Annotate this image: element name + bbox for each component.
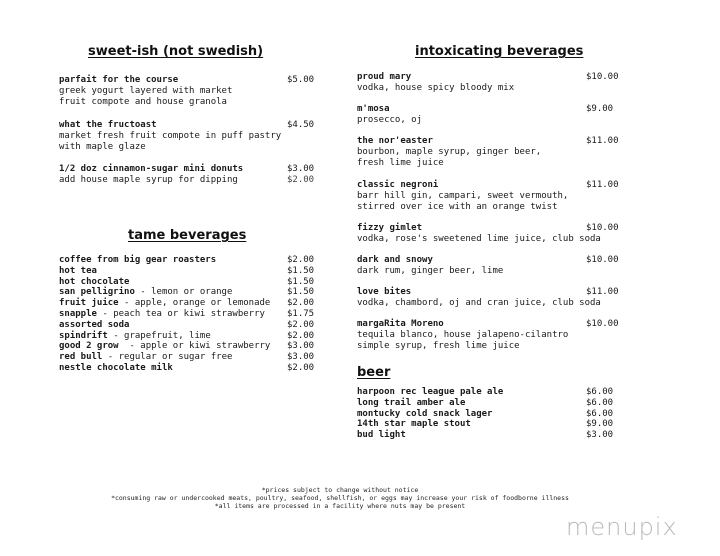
list-item xyxy=(59,287,315,298)
item-name: fruit juice xyxy=(59,298,119,309)
footer-note-prices: *prices subject to change without notice xyxy=(261,486,419,494)
item-desc: greek yogurt layered with market xyxy=(59,86,233,96)
item-price: $3.00 xyxy=(287,352,315,363)
item-name: montucky cold snack lager xyxy=(357,408,493,419)
item-price: $3.00 xyxy=(287,164,315,174)
list-item xyxy=(59,255,315,266)
item-name: assorted soda xyxy=(59,319,130,330)
item-name: love bites xyxy=(357,287,412,297)
footer-note-nuts: *all items are processed in a facility where nuts may be present xyxy=(214,502,466,510)
item-name: what the fructoast xyxy=(59,120,157,130)
item-desc: - peach tea or kiwi strawberry xyxy=(96,308,265,319)
item-desc: fruit compote and house granola xyxy=(59,97,227,107)
item-price: $3.00 xyxy=(586,430,614,441)
item-name: m'mosa xyxy=(357,104,390,114)
menu-item xyxy=(59,75,315,108)
item-name: 1/2 doz cinnamon-sugar mini donuts xyxy=(59,164,244,174)
item-name: san pelligrino xyxy=(59,287,135,298)
item-desc: vodka, chambord, oj and cran juice, club soda xyxy=(357,298,601,308)
item-price: $9.00 xyxy=(586,419,614,430)
list-item xyxy=(59,363,315,374)
menu-item xyxy=(357,255,623,277)
item-desc: fresh lime juice xyxy=(357,158,444,168)
item-price: $10.00 xyxy=(586,319,619,329)
item-price: $11.00 xyxy=(586,287,619,297)
item-desc: barr hill gin, campari, sweet vermouth, xyxy=(357,191,569,201)
item-price: $10.00 xyxy=(586,255,619,265)
item-desc: - apple, orange or lemonade xyxy=(118,298,271,309)
list-item xyxy=(59,266,315,277)
item-name: parfait for the course xyxy=(59,75,179,85)
menu-item xyxy=(357,319,623,352)
list-item xyxy=(357,419,623,430)
menupix-watermark: menupix xyxy=(566,513,678,541)
item-name: hot chocolate xyxy=(59,276,130,287)
item-price: $1.50 xyxy=(287,287,315,298)
item-price: $6.00 xyxy=(586,397,614,408)
menu-item xyxy=(357,223,623,245)
item-name: fizzy gimlet xyxy=(357,223,423,233)
menu-item xyxy=(59,120,315,153)
list-item xyxy=(357,387,623,398)
tame-heading: tame beverages xyxy=(128,228,247,243)
list-item xyxy=(357,398,623,409)
list-item xyxy=(59,341,315,352)
item-price: $9.00 xyxy=(586,104,614,114)
item-desc: vodka, rose's sweetened lime juice, club soda xyxy=(357,234,601,244)
item-desc: bourbon, maple syrup, ginger beer, xyxy=(357,147,542,157)
list-item xyxy=(59,309,315,320)
list-item xyxy=(59,277,315,288)
menu-item xyxy=(357,72,623,94)
item-desc: prosecco, oj xyxy=(357,115,423,125)
item-name: 14th star maple stout xyxy=(357,419,471,430)
item-name: good 2 grow xyxy=(59,341,119,352)
item-price: $6.00 xyxy=(586,408,614,419)
item-price: $1.50 xyxy=(287,265,315,276)
item-desc: simple syrup, fresh lime juice xyxy=(357,341,520,351)
item-name: dark and snowy xyxy=(357,255,433,265)
item-price: $1.75 xyxy=(287,308,315,319)
item-name: margaRita Moreno xyxy=(357,319,444,329)
list-item xyxy=(59,320,315,331)
menu-item xyxy=(357,180,623,213)
item-desc: - lemon or orange xyxy=(134,287,233,298)
item-desc: market fresh fruit compote in puff pastry xyxy=(59,131,282,141)
item-name: coffee from big gear roasters xyxy=(59,255,217,265)
item-name: long trail amber ale xyxy=(357,397,466,408)
item-name: harpoon rec league pale ale xyxy=(357,387,504,397)
item-price: $2.00 xyxy=(287,298,315,309)
menu-item xyxy=(357,104,623,126)
footer-note-consumption: *consuming raw or undercooked meats, poultry, seafood, shellfish, or eggs may increase your risk of foodborne illness xyxy=(111,494,569,502)
intox-heading: intoxicating beverages xyxy=(415,44,584,59)
item-desc: - grapefruit, lime xyxy=(107,330,211,341)
item-name: nestle chocolate milk xyxy=(59,362,173,373)
item-price: $4.50 xyxy=(287,120,315,130)
item-name: classic negroni xyxy=(357,180,439,190)
item-desc: - apple or kiwi strawberry xyxy=(118,341,271,352)
item-name: the nor'easter xyxy=(357,136,433,146)
item-price: $2.00 xyxy=(287,330,315,341)
item-name: hot tea xyxy=(59,265,97,276)
item-desc: with maple glaze xyxy=(59,142,146,152)
list-item xyxy=(59,298,315,309)
beer-heading: beer xyxy=(357,365,391,380)
item-price: $1.50 xyxy=(287,276,315,287)
item-price: $2.00 xyxy=(287,255,315,265)
menu-item xyxy=(59,164,315,186)
item-desc: vodka, house spicy bloody mix xyxy=(357,83,515,93)
tame-list xyxy=(59,255,315,374)
item-desc: stirred over ice with an orange twist xyxy=(357,202,558,212)
item-name: snapple xyxy=(59,308,97,319)
item-name: proud mary xyxy=(357,72,412,82)
item-name: bud light xyxy=(357,430,406,441)
item-desc: dark rum, ginger beer, lime xyxy=(357,266,504,276)
item-price: $2.00 xyxy=(287,362,315,373)
sweet-heading: sweet-ish (not swedish) xyxy=(88,44,264,59)
item-price: $3.00 xyxy=(287,341,315,352)
list-item xyxy=(59,352,315,363)
item-price: $2.00 xyxy=(287,319,315,330)
item-desc: tequila blanco, house jalapeno-cilantro xyxy=(357,330,569,340)
item-desc: add house maple syrup for dipping xyxy=(59,175,238,185)
list-item xyxy=(357,409,623,420)
item-price: $10.00 xyxy=(586,72,619,82)
menu-item xyxy=(357,287,623,309)
item-name: red bull xyxy=(59,352,103,363)
beer-list xyxy=(357,387,623,441)
list-item xyxy=(357,430,623,441)
list-item xyxy=(59,331,315,342)
item-price: $11.00 xyxy=(586,136,619,146)
item-price: $6.00 xyxy=(586,387,614,397)
item-price: $11.00 xyxy=(586,180,619,190)
menu-item xyxy=(357,136,623,169)
item-name: spindrift xyxy=(59,330,108,341)
item-desc: - regular or sugar free xyxy=(102,352,233,363)
item-price: $10.00 xyxy=(586,223,619,233)
item-addon-price: $2.00 xyxy=(287,175,315,185)
item-price: $5.00 xyxy=(287,75,315,85)
